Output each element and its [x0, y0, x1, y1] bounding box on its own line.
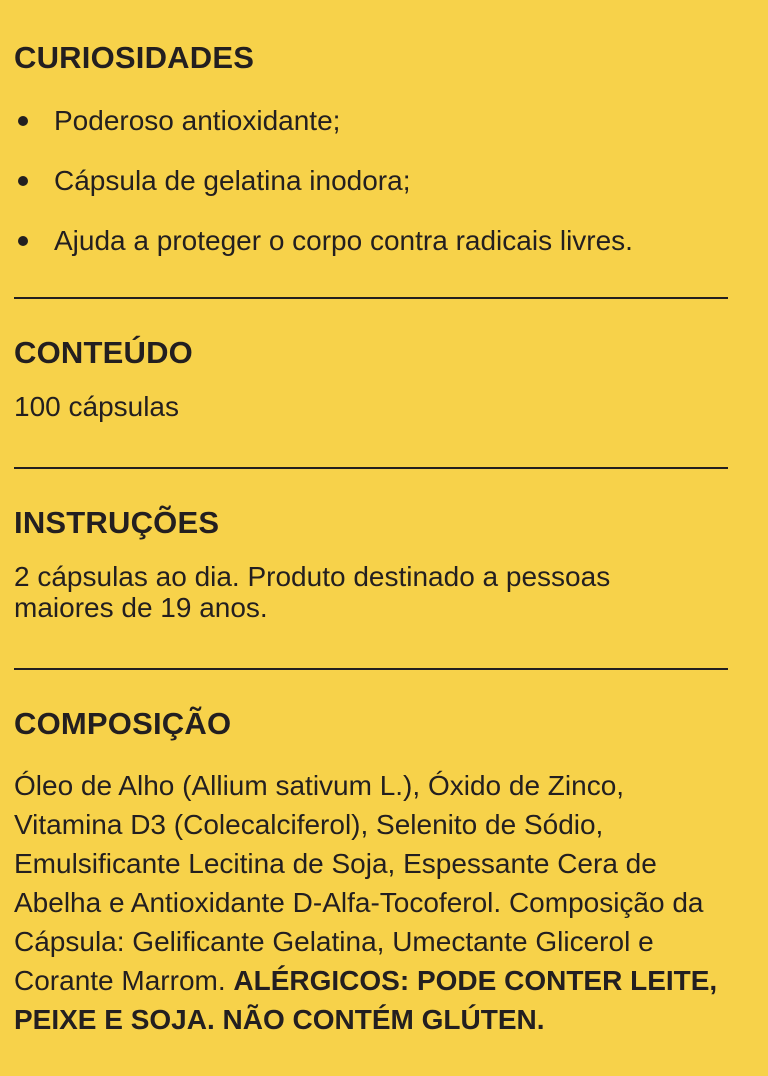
composicao-text [14, 766, 728, 1039]
instrucoes-line-2: maiores de 19 anos. [14, 592, 268, 623]
composicao-ingredients: Óleo de Alho (Allium sativum L.), Óxido de Zinco, Vitamina D3 (Colecalciferol), Selenito de Sódio, Emulsificante Lecitina de Soja, Espessante Cera de Abelha e Antioxidante D-Alfa-Tocoferol. Composição da Cápsula: Gelificante Gelatina, Umectante Glicerol e Corante Marrom. [14, 770, 704, 996]
bullet-icon [18, 116, 28, 126]
section-divider [14, 467, 728, 469]
list-item-text: Poderoso antioxidante; [54, 105, 341, 136]
conteudo-heading: CONTEÚDO [14, 335, 193, 370]
bullet-icon [18, 236, 28, 246]
composicao-heading: COMPOSIÇÃO [14, 706, 232, 741]
conteudo-text: 100 cápsulas [14, 391, 180, 422]
list-item-text: Cápsula de gelatina inodora; [54, 165, 411, 196]
list-item-text: Ajuda a proteger o corpo contra radicais livres. [54, 225, 633, 256]
list-item [14, 165, 728, 225]
conteudo-section [14, 335, 728, 423]
instrucoes-section [14, 505, 728, 623]
list-item [14, 105, 728, 165]
section-divider [14, 668, 728, 670]
instrucoes-line-1: 2 cápsulas ao dia. Produto destinado a pessoas [14, 561, 611, 592]
curiosidades-heading: CURIOSIDADES [14, 40, 255, 75]
instrucoes-heading: INSTRUÇÕES [14, 505, 220, 540]
list-item [14, 225, 728, 285]
allergen-warning: ALÉRGICOS: PODE CONTER LEITE, PEIXE E SOJA. NÃO CONTÉM GLÚTEN. [14, 965, 718, 1035]
curiosidades-list [14, 105, 728, 285]
instrucoes-text [14, 561, 728, 623]
composicao-section [14, 706, 728, 1039]
curiosidades-section [14, 40, 728, 285]
bullet-icon [18, 176, 28, 186]
section-divider [14, 297, 728, 299]
